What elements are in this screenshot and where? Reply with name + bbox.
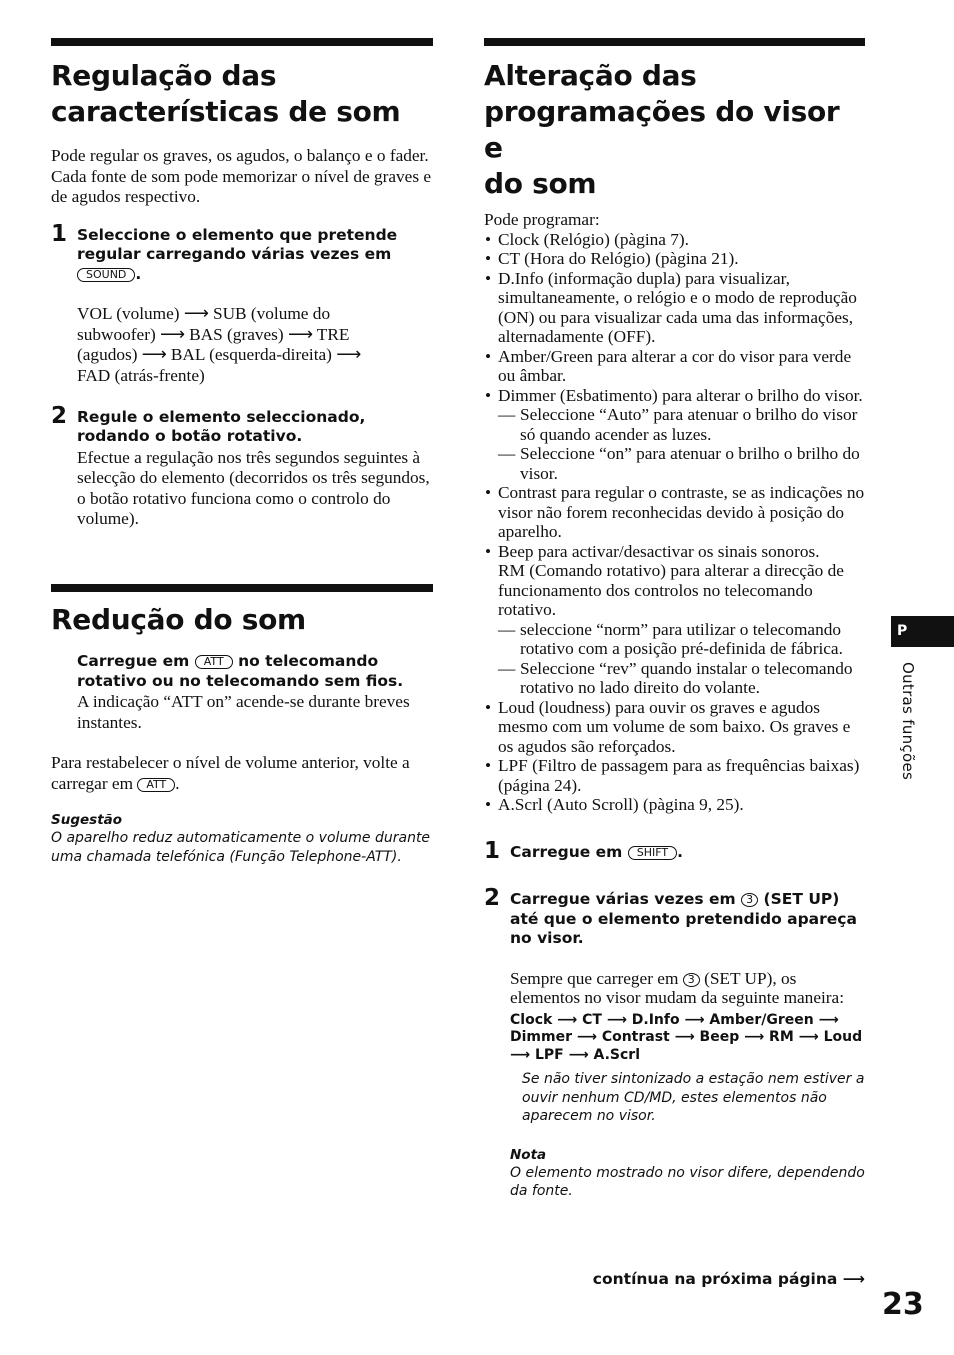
shift-button-key: SHIFT [628, 846, 677, 860]
list-item-text: Beep para activar/desactivar os sinais sonoros. [498, 541, 820, 561]
step-text: Carregue em [77, 652, 190, 671]
title-line: Regulação das [51, 59, 277, 92]
sequence-line: VOL (volume) ⟶ SUB (volume do [77, 304, 331, 324]
title-line: Alteração das [484, 59, 697, 92]
step-number: 2 [51, 402, 68, 429]
sub-list-item: — Seleccione “Auto” para atenuar o brilho do visor só quando acender as luzes. [498, 405, 865, 444]
continue-next-page: contínua na próxima página ⟶ [592, 1270, 865, 1288]
step-description [510, 969, 865, 1008]
step-text: . [677, 842, 683, 861]
mute-instruction [51, 652, 433, 733]
section-title-mute: Redução do som [51, 603, 306, 637]
sub-list-item: — Seleccione “on” para atenuar o brilho o brilho do visor. [498, 444, 865, 483]
step-number: 2 [484, 885, 501, 911]
body-text: Sempre que carreger em [510, 968, 679, 988]
restore-volume-text [51, 753, 433, 794]
step-1 [484, 837, 865, 864]
list-item: • Clock (Relógio) (pàgina 7). [484, 230, 865, 250]
list-item: • Contrast para regular o contraste, se as indicações no visor não forem reconhecidas devido à posição do aparelho. [484, 483, 865, 542]
step-description: Efectue a regulação nos três segundos seguintes à selecção do elemento (decorridos os três segundos, o botão rotativo funciona como o controlo do volume). [77, 447, 430, 529]
sub-list-item: — seleccione “norm” para utilizar o telecomando rotativo com a posição pré-definida de fábrica. [498, 620, 865, 659]
step-text: Carregue várias vezes em [510, 890, 736, 908]
body-text: (SET UP), os elementos no visor mudam da seguinte maneira: [510, 968, 845, 1007]
body-text: . [175, 773, 180, 793]
body-text: Para restabelecer o nível de volume anterior, volte a carregar em [51, 753, 410, 793]
step-text: Seleccione o elemento que pretende regular carregando várias vezes em [77, 225, 398, 264]
step-number: 1 [51, 220, 68, 247]
sequence-line: subwoofer) ⟶ BAS (graves) ⟶ TRE [77, 324, 350, 344]
list-item: • CT (Hora do Relógio) (pàgina 21). [484, 249, 865, 269]
step-title [510, 890, 865, 949]
list-item [484, 386, 865, 484]
note-text: O elemento mostrado no visor difere, dependendo da fonte. [510, 1164, 865, 1199]
section-title-sound-settings [51, 58, 433, 130]
step-text: no telecomando rotativo ou no telecomando sem fios. [77, 652, 404, 690]
list-item: • LPF (Filtro de passagem para as frequências baixas) (página 24). [484, 756, 865, 795]
list-item: • A.Scrl (Auto Scroll) (pàgina 9, 25). [484, 795, 865, 815]
step-title [510, 843, 865, 863]
sequence-note: Se não tiver sintonizado a estação nem estiver a ouvir nenhum CD/MD, estes elementos não aparecem no visor. [522, 1071, 865, 1124]
page-number: 23 [882, 1287, 924, 1322]
list-item: • Loud (loudness) para ouvir os graves e agudos mesmo com um volume de som baixo. Os graves e os agudos são reforçados. [484, 698, 865, 757]
list-item-text: RM (Comando rotativo) para alterar a direcção de funcionamento dos controlos no telecomando rotativo. [498, 561, 844, 619]
sequence-line: FAD (atrás-frente) [77, 366, 205, 386]
step-number: 1 [484, 837, 501, 864]
section-rule [51, 38, 433, 46]
sequence-line: ⟶ LPF ⟶ A.Scrl [510, 1046, 641, 1063]
step-title: Regule o elemento seleccionado, rodando o botão rotativo. [77, 407, 366, 446]
sequence-line: Clock ⟶ CT ⟶ D.Info ⟶ Amber/Green ⟶ [510, 1011, 839, 1028]
right-column [484, 38, 865, 1201]
sound-button-key: SOUND [77, 268, 135, 282]
tip-text: O aparelho reduz automaticamente o volume durante uma chamada telefónica (Função Telephone-ATT). [51, 830, 431, 865]
tip-title: Sugestão [51, 812, 123, 829]
section-title-display-settings [484, 58, 865, 202]
left-column [51, 38, 433, 866]
step-1 [51, 220, 433, 387]
section-rule [51, 584, 433, 592]
section-intro: Pode programar: [484, 210, 600, 229]
sequence-line: Dimmer ⟶ Contrast ⟶ Beep ⟶ RM ⟶ Loud [510, 1029, 863, 1045]
list-item: • Amber/Green para alterar a cor do visor para verde ou âmbar. [484, 347, 865, 386]
step-description: A indicação “ATT on” acende-se durante breves instantes. [77, 692, 410, 732]
step-title [77, 226, 433, 285]
sequence-line: (agudos) ⟶ BAL (esquerda-direita) ⟶ [77, 345, 362, 365]
title-line: do som [484, 167, 597, 200]
list-item [484, 542, 865, 698]
step-2 [51, 402, 433, 530]
title-line: características de som [51, 95, 401, 128]
button-3-key: 3 [741, 893, 758, 907]
title-line: programações do visor e [484, 95, 840, 164]
chapter-tab: P [891, 616, 954, 647]
button-3-key: 3 [683, 973, 700, 987]
att-button-key: ATT [137, 778, 175, 792]
setup-sequence [510, 1012, 865, 1065]
note-title: Nota [510, 1146, 547, 1163]
step-title [77, 652, 433, 691]
sub-list-item: — Seleccione “rev” quando instalar o telecomando rotativo no lado direito do volante. [498, 659, 865, 698]
step-text: Carregue em [510, 842, 623, 861]
section-intro: Pode regular os graves, os agudos, o balanço e o fader. Cada fonte de som pode memorizar o nível de graves e de agudos respectivo. [51, 146, 432, 207]
step-text: (SET UP) até que o elemento pretendido apareça no visor. [510, 890, 857, 947]
settings-list [484, 230, 865, 815]
step-2 [484, 885, 865, 1126]
list-item: • D.Info (informação dupla) para visualizar, simultaneamente, o relógio e o modo de reprodução (ON) ou para visualizar cada uma das informações, alternadamente (OFF). [484, 269, 865, 347]
chapter-label: Outras funções [899, 662, 917, 781]
step-text: . [135, 264, 142, 283]
adjust-sequence [77, 304, 433, 386]
list-item-text: Dimmer (Esbatimento) para alterar o brilho do visor. [498, 385, 863, 405]
section-rule [484, 38, 865, 46]
sub-list [498, 405, 865, 483]
att-button-key: ATT [195, 655, 233, 669]
sub-list [498, 620, 865, 698]
